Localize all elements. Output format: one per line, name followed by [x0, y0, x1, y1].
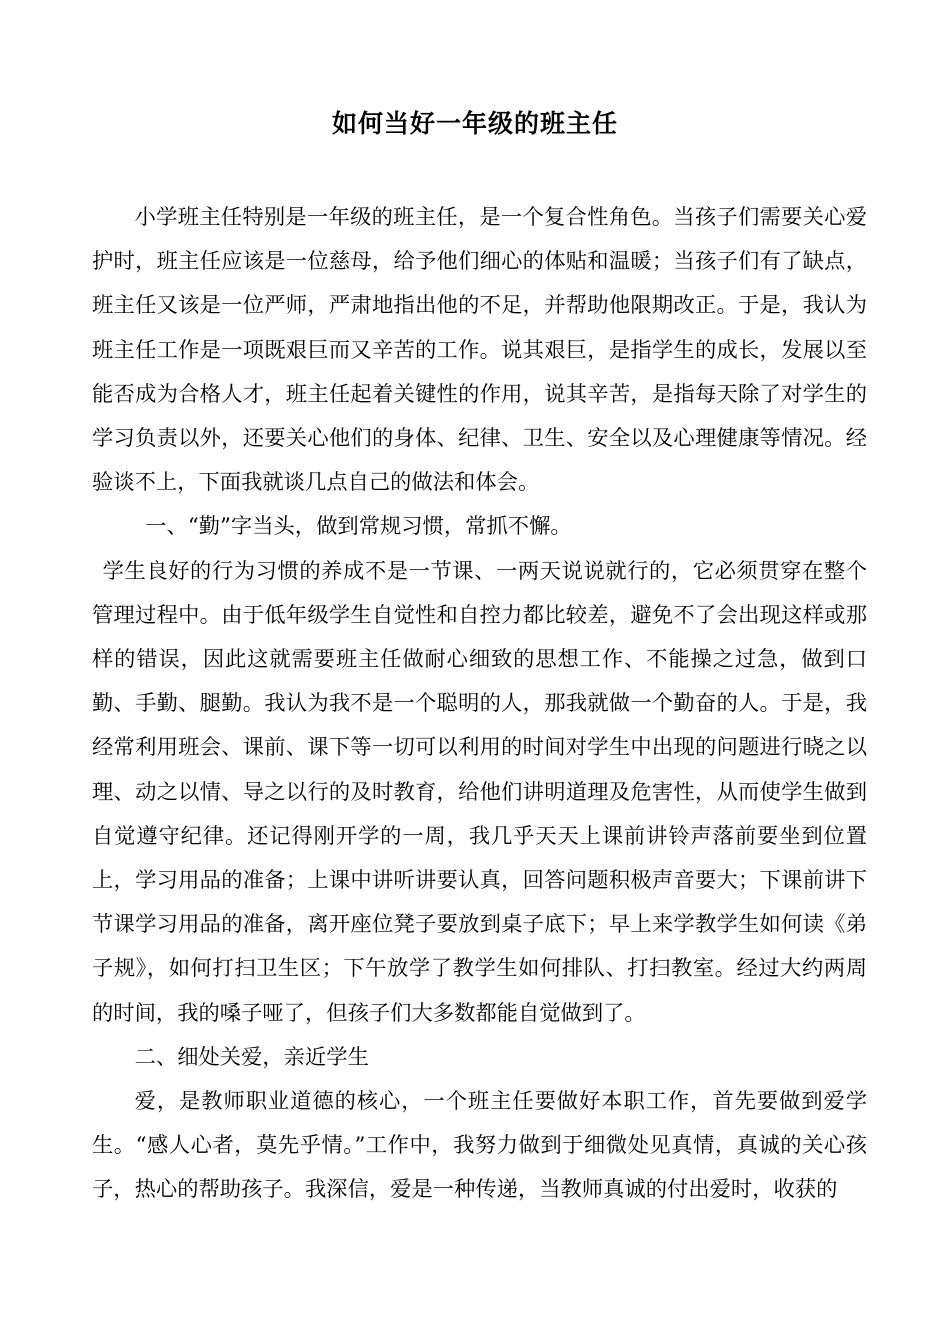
section-heading-1: 一、“勤”字当头，做到常规习惯，常抓不懈。 [145, 514, 572, 540]
section-heading-2: 二、细处关爱，亲近学生 [134, 1044, 369, 1070]
paragraph-intro: 小学班主任特别是一年级的班主任，是一个复合性角色。当孩子们需要关心爱护时，班主任应该是一位慈母，给予他们细心的体贴和温暖；当孩子们有了缺点，班主任又该是一位严师，严肃地指出他的不足，并帮助他限期改正。于是，我认为班主任工作是一项既艰巨而又辛苦的工作。说其艰巨，是指学生的成长，发展以至能否成为合格人才，班主任起着关键性的作用，说其辛苦，是指每天除了对学生的学习负责以外，还要关心他们的身体、纪律、卫生、安全以及心理健康等情况。经验谈不上，下面我就谈几点自己的做法和体会。 [92, 205, 867, 496]
paragraph-section-2: 爱，是教师职业道德的核心，一个班主任要做好本职工作，首先要做到爱学生。“感人心者，莫先乎情。”工作中，我努力做到于细微处见真情，真诚的关心孩子，热心的帮助孩子。我深信，爱是一种传递，当教师真诚的付出爱时，收获的 [92, 1089, 867, 1203]
document-body [92, 196, 867, 1213]
paragraph-section-1: 学生良好的行为习惯的养成不是一节课、一两天说说就行的，它必须贯穿在整个管理过程中。由于低年级学生自觉性和自控力都比较差，避免不了会出现这样或那样的错误，因此这就需要班主任做耐心细致的思想工作、不能操之过急，做到口勤、手勤、腿勤。我认为我不是一个聪明的人，那我就做一个勤奋的人。于是，我经常利用班会、课前、课下等一切可以利用的时间对学生中出现的问题进行晓之以理、动之以情、导之以行的及时教育，给他们讲明道理及危害性，从而使学生做到自觉遵守纪律。还记得刚开学的一周，我几乎天天上课前讲铃声落前要坐到位置上，学习用品的准备；上课中讲听讲要认真，回答问题积极声音要大；下课前讲下节课学习用品的准备，离开座位凳子要放到桌子底下；早上来学教学生如何读《弟子规》，如何打扫卫生区；下午放学了教学生如何排队、打扫教室。经过大约两周的时间，我的嗓子哑了，但孩子们大多数都能自觉做到了。 [92, 558, 867, 1026]
document-title: 如何当好一年级的班主任 [331, 109, 618, 138]
